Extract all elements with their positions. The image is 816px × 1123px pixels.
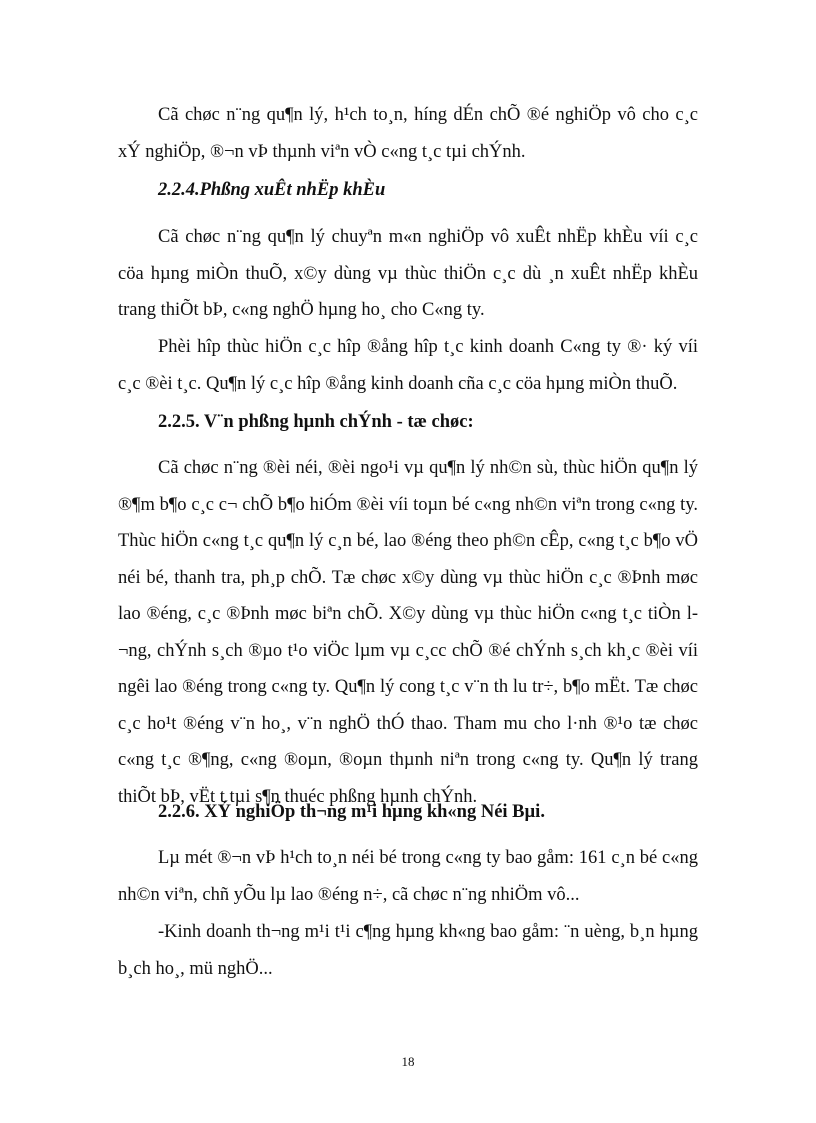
paragraph-import-export-duties: Cã chøc n¨ng qu¶n lý chuyªn m«n nghiÖp vô xuÊt nhËp khÈu víi c¸c cöa hµng miÒn thuÕ, x©y dùng vµ thùc thiÖn c¸c dù ¸n xuÊt nhËp khÈu trang thiÕt bÞ, c«ng nghÖ hµng ho¸ cho C«ng ty.: [118, 227, 698, 320]
paragraph-finance-duties: Cã chøc n¨ng qu¶n lý, h¹ch to¸n, híng dÉn chÕ ®é nghiÖp vô cho c¸c xÝ nghiÖp, ®¬n vÞ thµnh viªn vÒ c«ng t¸c tµi chÝnh.: [118, 105, 698, 162]
heading-import-export-dept: 2.2.4.Phßng xuÊt nhËp khÈu: [158, 180, 386, 200]
paragraph-contract-cooperation: Phèi hîp thùc hiÖn c¸c hîp ®ång hîp t¸c kinh doanh C«ng ty ®· ký víi c¸c ®èi t¸c. Qu¶n lý c¸c hîp ®ång kinh doanh cña c¸c cöa hµng miÒn thuÕ.: [118, 337, 698, 394]
heading-noibai-enterprise: 2.2.6. XÝ nghiÖp th¬ng m¹i hµng kh«ng Néi Bµi.: [158, 802, 545, 822]
paragraph-enterprise-description: Lµ mét ®¬n vÞ h¹ch to¸n néi bé trong c«ng ty bao gåm: 161 c¸n bé c«ng nh©n viªn, chñ yÕu lµ lao ®éng n÷, cã chøc n¨ng nhiÖm vô...: [118, 848, 698, 905]
paragraph-airport-business: -Kinh doanh th¬ng m¹i t¹i c¶ng hµng kh«ng bao gåm: ¨n uèng, b¸n hµng b¸ch ho¸, mü nghÖ...: [118, 922, 698, 979]
heading-admin-office: 2.2.5. V¨n phßng hµnh chÝnh - tæ chøc:: [158, 412, 474, 432]
page-number: 18: [401, 1054, 415, 1069]
paragraph-admin-duties: Cã chøc n¨ng ®èi néi, ®èi ngo¹i vµ qu¶n lý nh©n sù, thùc hiÖn qu¶n lý ®¶m b¶o c¸c c¬ chÕ b¶o hiÓm ®èi víi toµn bé c«ng nh©n viªn trong c«ng ty. Thùc hiÖn c«ng t¸c qu¶n lý c¸n bé, lao ®éng theo ph©n cÊp, c«ng t¸c b¶o vÖ néi bé, thanh tra, ph¸p chÕ. Tæ chøc x©y dùng vµ thùc hiÖn c¸c ®Þnh møc lao ®éng, c¸c ®Þnh møc biªn chÕ. X©y dùng vµ thùc hiÖn c«ng t¸c tiÒn l¬ng, chÝnh s¸ch ®µo t¹o viÖc lµm vµ c¸cc chÕ ®é chÝnh s¸ch kh¸c ®èi víi ngêi lao ®éng trong c«ng ty. Qu¶n lý cong t¸c v¨n th lu tr÷, b¶o mËt. Tæ chøc c¸c ho¹t ®éng v¨n ho¸, v¨n nghÖ thÓ thao. Tham mu cho l·nh ®¹o tæ chøc c«ng t¸c ®¶ng, c«ng ®oµn, ®oµn thµnh niªn trong c«ng ty. Qu¶n lý trang thiÕt bÞ, vËt t tµi s¶n thuéc phßng hµnh chÝnh.: [118, 458, 698, 807]
